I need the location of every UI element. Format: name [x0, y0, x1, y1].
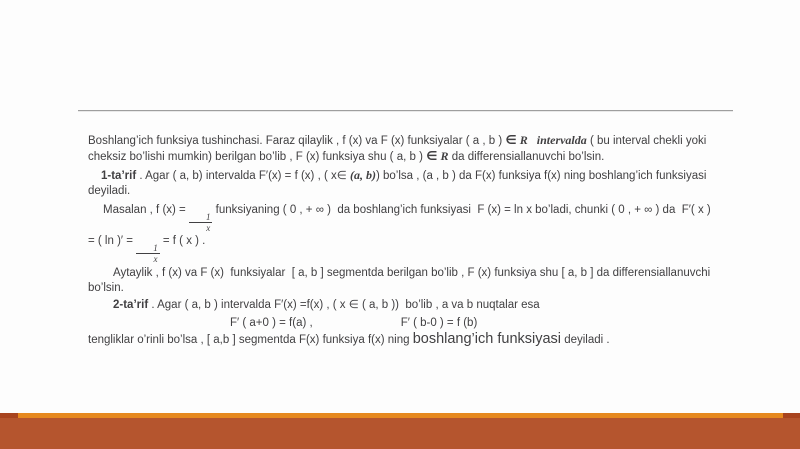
math-interval-term: R intervalda [519, 133, 587, 147]
conclusion-text-2: deyiladi . [561, 334, 610, 346]
fraction-denominator: x [206, 223, 211, 234]
paragraph-intro [88, 133, 712, 164]
intro-text-3: da differensiallanuvchi bo’lsin. [448, 150, 605, 163]
conclusion-paragraph [88, 332, 712, 348]
definition-1-text-2: ) bo’lsa , (a , b ) da F(x) funksiya f(x) ning boshlang’ich funksiyasi deyiladi. [88, 170, 707, 198]
fraction-numerator: 1 [189, 212, 213, 223]
fraction-denominator: x [153, 253, 158, 264]
equation-left: F′ ( a+0 ) = f(a) , [230, 317, 313, 330]
conclusion-text-1: tengliklar o’rinli bo’lsa , [ a,b ] segmentda F(x) funksiya f(x) ning [88, 334, 413, 346]
example-paragraph [88, 203, 712, 264]
math-open-interval: (a, b) [349, 168, 376, 183]
slide-body-text [88, 133, 712, 352]
equation-line [88, 316, 712, 331]
definition-1-text-1: . Agar ( a, b) intervalda F′(x) = f (x) , ( x∈ [136, 170, 350, 183]
definition-2 [88, 298, 712, 313]
definition-2-label: 2-ta’rif [113, 298, 149, 311]
segment-setup-text: Aytaylik , f (x) va F (x) funksiyalar [ a, b ] segmentda berilgan bo’lib , F (x) funksiya shu [ a, b ] da differensiallanuvchi bo’lsin. [88, 267, 711, 294]
conclusion-highlight: boshlang’ich funksiyasi [412, 331, 562, 347]
divider-line [78, 110, 733, 111]
fraction-numerator: 1 [136, 243, 160, 254]
math-r-symbol: R [440, 148, 449, 163]
segment-setup-paragraph [88, 266, 712, 295]
intro-text-2: ( bu interval chekli yoki cheksiz bo’lishi mumkin) berilgan bo’lib , F (x) funksiya shu ( a, b ) [88, 135, 707, 163]
element-of-symbol: ∈ [505, 132, 517, 147]
equation-right: F′ ( b-0 ) = f (b) [400, 317, 478, 330]
bottom-rust-band [0, 418, 800, 449]
definition-1 [88, 168, 712, 198]
definition-2-text: . Agar ( a, b ) intervalda F′(x) =f(x) , ( x ∈ ( a, b )) bo’lib , a va b nuqtalar esa [148, 298, 540, 311]
definition-1-label: 1-ta’rif [101, 170, 137, 183]
example-text-1: Masalan , f (x) = [103, 203, 189, 216]
element-of-symbol: ∈ [426, 147, 438, 163]
fraction-one-over-x [189, 212, 213, 234]
example-text-3: = f ( x ) . [159, 234, 206, 247]
intro-text-1: Boshlang’ich funksiya tushinchasi. Faraz qilaylik , f (x) va F (x) funksiyalar ( a , b ) [88, 135, 506, 147]
example-text-2: funksiyaning ( 0 , + ∞ ) da boshlang’ich funksiyasi F (x) = ln x bo’ladi, chunki ( 0 , + ∞ ) da F′( x ) = ( ln )′ = [88, 203, 711, 247]
fraction-one-over-x [136, 243, 160, 265]
